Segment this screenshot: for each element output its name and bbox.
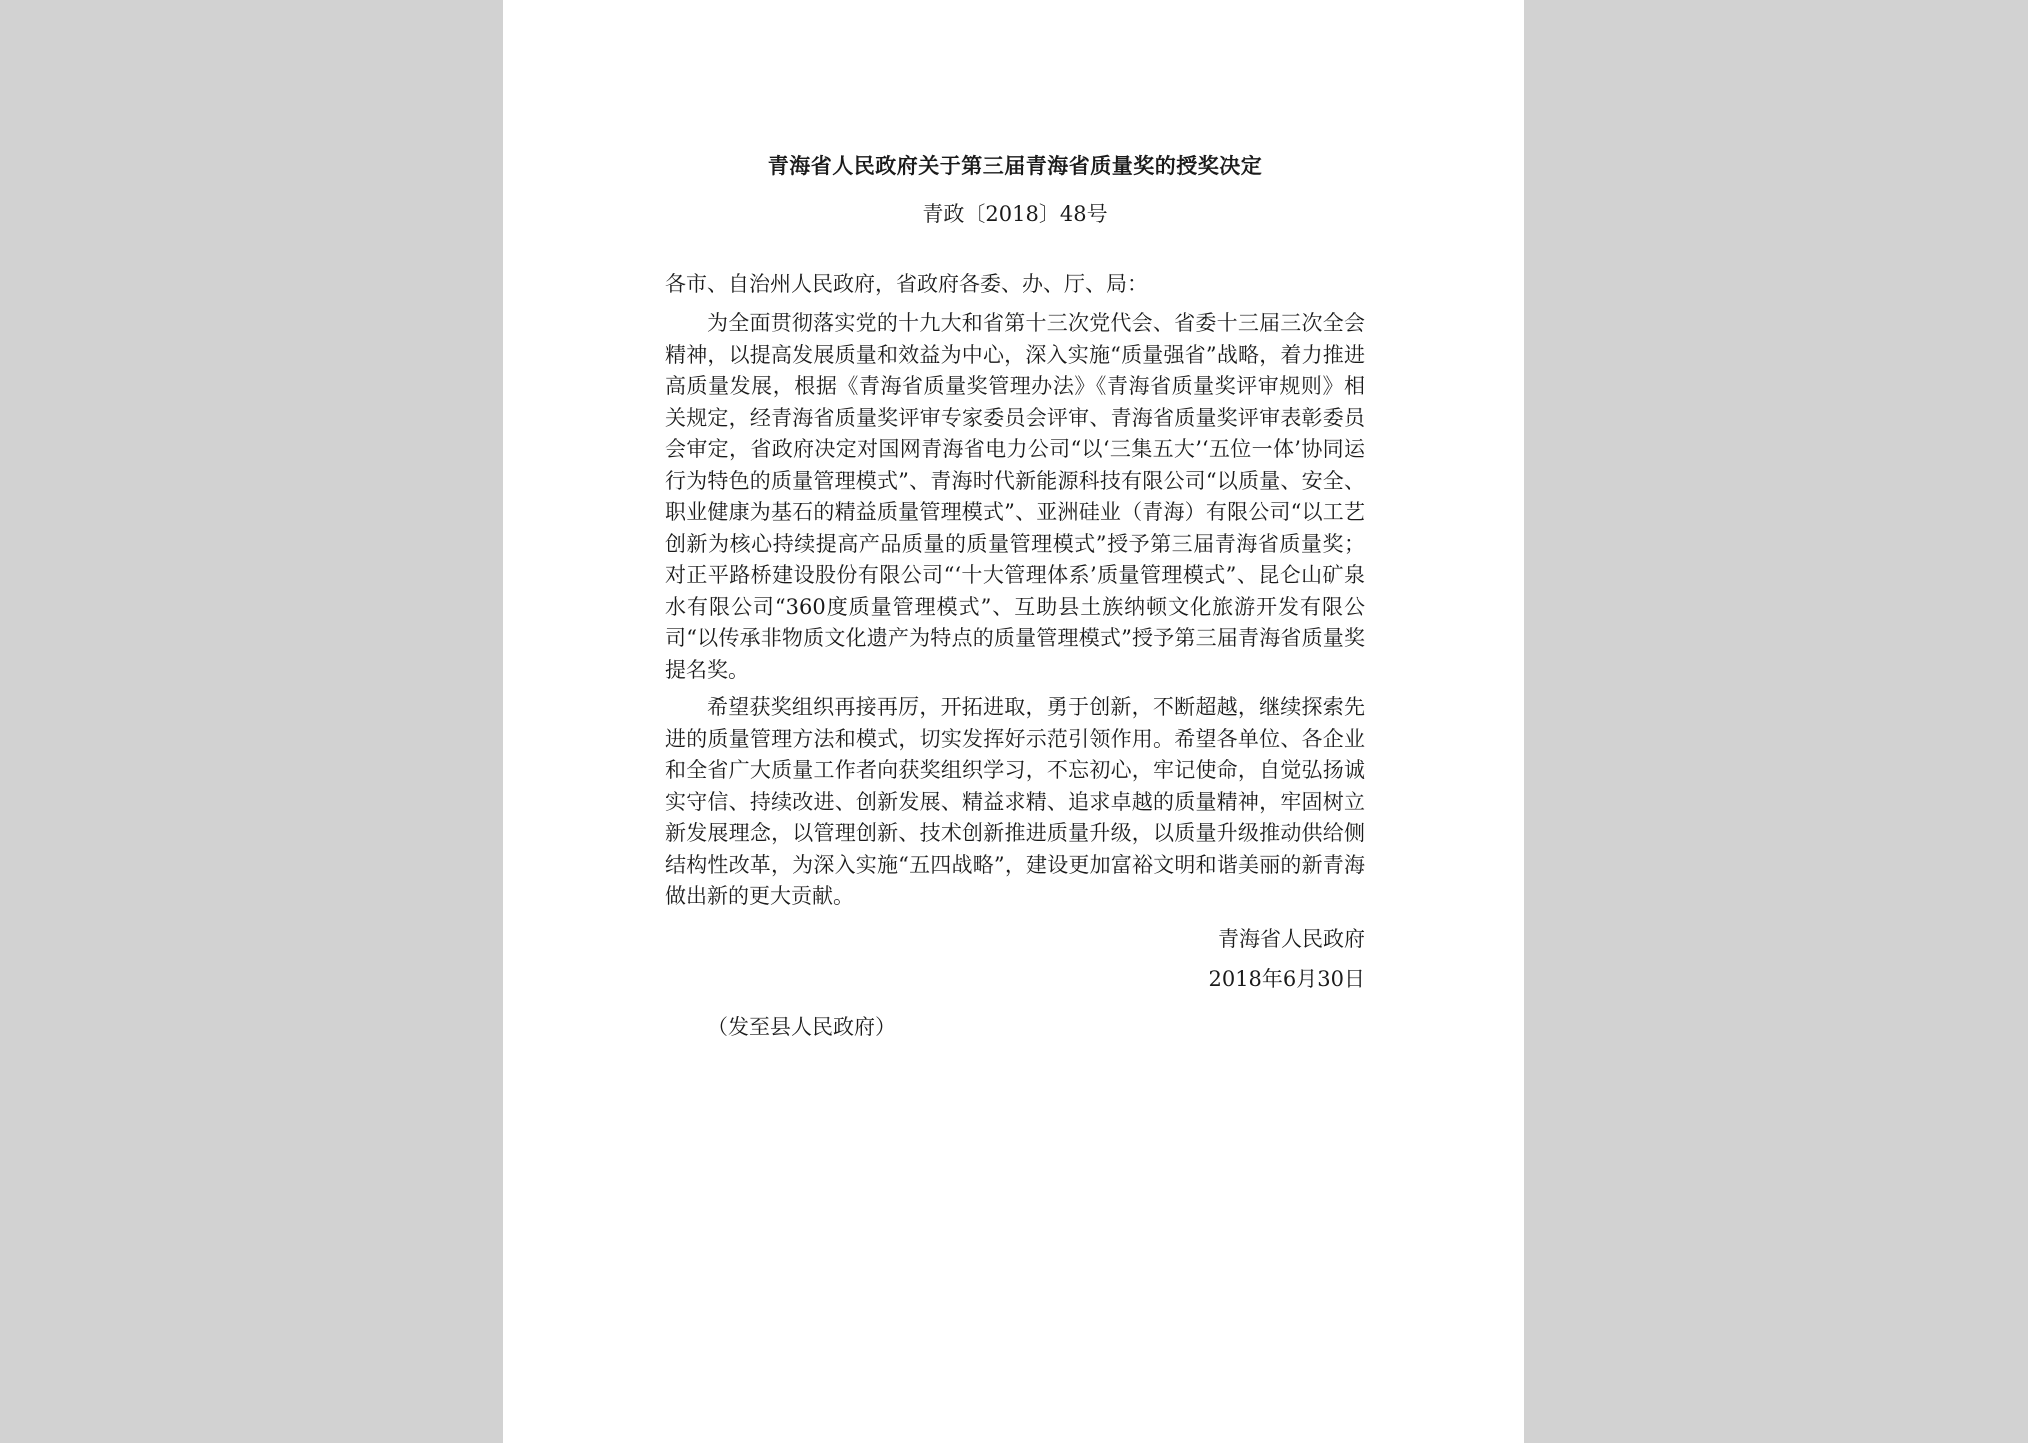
document-title: 青海省人民政府关于第三届青海省质量奖的授奖决定 — [767, 153, 1263, 178]
issue-date: 2018年6月30日 — [1208, 966, 1365, 991]
distribution-note: （发至县人民政府） — [707, 1014, 896, 1039]
salutation: 各市、自治州人民政府，省政府各委、办、厅、局： — [665, 272, 1148, 296]
body-paragraph-2: 希望获奖组织再接再厉，开拓进取，勇于创新，不断超越，继续探索先进的质量管理方法和模式，切实发挥好示范引领作用。希望各单位、各企业和全省广大质量工作者向获奖组织学习，不忘初心，牢记使命，自觉弘扬诚实守信、持续改进、创新发展、精益求精、追求卓越的质量精神，牢固树立新发展理念，以管理创新、技术创新推进质量升级，以质量升级推动供给侧结构性改革，为深入实施“五四战略”，建设更加富裕文明和谐美丽的新青海做出新的更大贡献。 — [665, 695, 1365, 908]
body-paragraph-1: 为全面贯彻落实党的十九大和省第十三次党代会、省委十三届三次全会精神，以提高发展质量和效益为中心，深入实施“质量强省”战略，着力推进高质量发展，根据《青海省质量奖管理办法》《青海省质量奖评审规则》相关规定，经青海省质量奖评审专家委员会评审、青海省质量奖评审表彰委员会审定，省政府决定对国网青海省电力公司“以‘三集五大’‘五位一体’协同运行为特色的质量管理模式”、青海时代新能源科技有限公司“以质量、安全、职业健康为基石的精益质量管理模式”、亚洲硅业（青海）有限公司“以工艺创新为核心持续提高产品质量的质量管理模式”授予第三届青海省质量奖；对正平路桥建设股份有限公司“‘十大管理体系’质量管理模式”、昆仑山矿泉水有限公司“360度质量管理模式”、互助县土族纳顿文化旅游开发有限公司“以传承非物质文化遗产为特点的质量管理模式”授予第三届青海省质量奖提名奖。 — [665, 311, 1365, 682]
document-content — [665, 138, 1365, 1047]
document-page — [503, 0, 1524, 1443]
signer: 青海省人民政府 — [1218, 926, 1365, 951]
document-number: 青政〔2018〕48号 — [922, 202, 1108, 226]
